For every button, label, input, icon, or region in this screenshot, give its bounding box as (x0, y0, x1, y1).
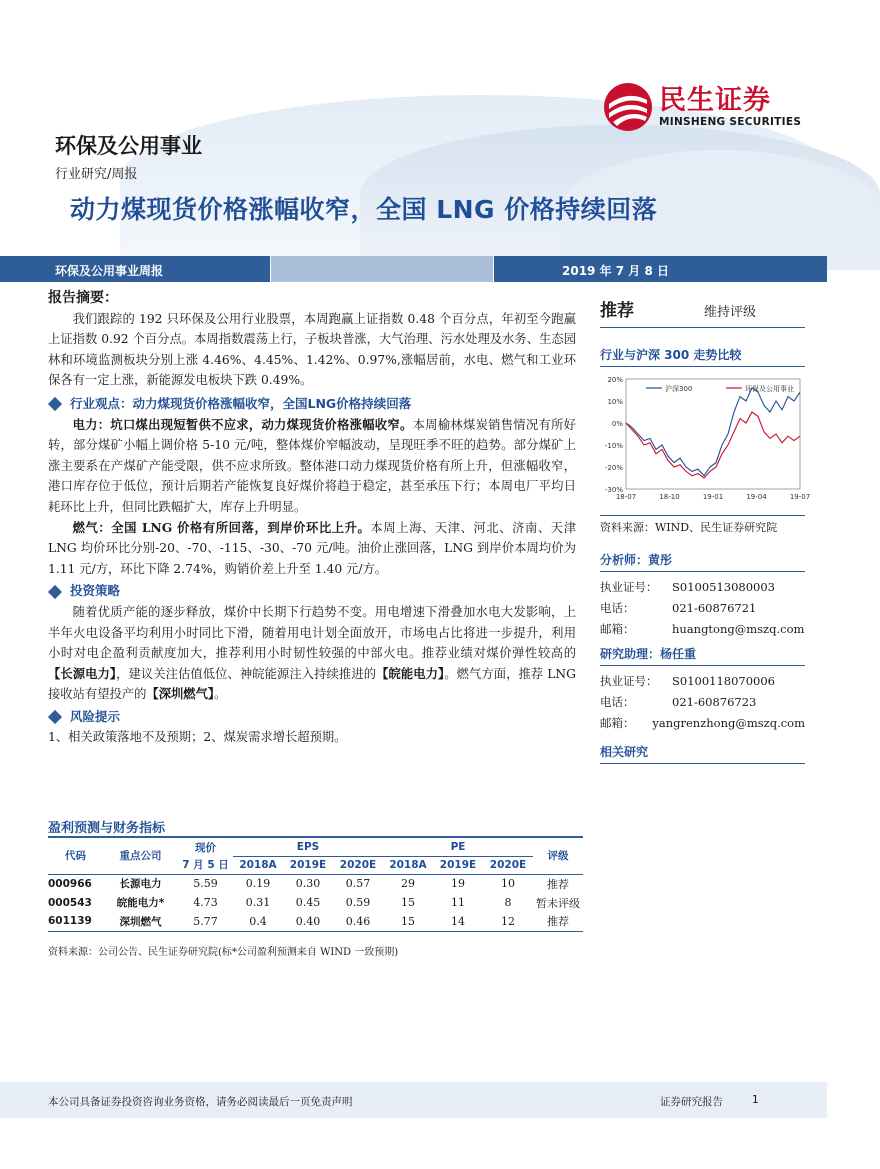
rating-value: 推荐 (600, 301, 634, 321)
diamond-bullet-icon (48, 397, 62, 411)
cell-eps: 0.59 (345, 896, 371, 909)
y-tick-label: -10% (604, 442, 623, 450)
contact-label: 邮箱： (600, 621, 635, 636)
contact-value: 021-60876721 (672, 600, 757, 615)
contact-row (600, 576, 805, 597)
series-line-0 (626, 388, 800, 476)
diamond-bullet-icon (48, 710, 62, 724)
section-heading: 行业观点：动力煤现货价格涨幅收窄，全国LNG价格持续回落 (70, 395, 412, 411)
gas-paragraph (48, 518, 576, 580)
contact-label: 执业证号： (600, 673, 658, 688)
cell-pe: 8 (504, 896, 512, 909)
plot-frame (626, 379, 800, 489)
cell-rating: 暂未评级 (536, 896, 580, 910)
cell-pe: 29 (401, 877, 415, 891)
page-number: 1 (752, 1094, 759, 1106)
header-year: 2018A (233, 856, 283, 874)
trend-chart (600, 371, 811, 511)
cell-eps: 0.46 (333, 912, 383, 931)
analyst-contact (600, 576, 805, 639)
header-year: 2020E (483, 856, 533, 874)
cell-pe: 14 (433, 912, 483, 931)
cell-eps: 0.31 (245, 896, 271, 909)
x-tick-label: 18-10 (659, 493, 680, 501)
x-tick-label: 18-07 (615, 493, 637, 501)
y-tick-label: 20% (607, 376, 623, 384)
financial-table (48, 838, 583, 932)
cell-pe: 11 (451, 896, 465, 909)
contact-label: 电话： (600, 694, 635, 709)
report-series: 环保及公用事业周报 (0, 256, 270, 282)
cell-eps: 0.30 (295, 877, 321, 891)
cell-name: 深圳燃气 (103, 912, 178, 931)
y-tick-label: -30% (604, 486, 623, 494)
table-title: 盈利预测与财务指标 (48, 821, 166, 836)
sector-name: 环保及公用事业 (55, 134, 202, 158)
gas-lead: 燃气：全国 LNG 价格有所回落，到岸价环比上升。 (72, 519, 371, 535)
cell-eps: 0.57 (345, 877, 371, 891)
cell-price: 4.73 (193, 896, 218, 909)
strategy-text: 。 (214, 687, 227, 702)
header-pe: PE (383, 838, 533, 856)
section-industry-view (48, 394, 576, 415)
stock-pick: 【深圳燃气】 (146, 686, 215, 702)
x-tick-label: 19-01 (702, 493, 724, 501)
contact-value: S0100513080003 (672, 579, 775, 594)
y-tick-label: 10% (607, 398, 623, 406)
legend-label: 沪深300 (665, 385, 693, 393)
table-row (48, 874, 583, 893)
table-row (48, 912, 583, 931)
cell-rating: 推荐 (547, 877, 569, 891)
stock-pick: 【长源电力】 (48, 665, 117, 681)
footer-doc-type: 证券研究报告 (660, 1096, 723, 1108)
section-strategy (48, 581, 576, 602)
cell-pe: 15 (383, 912, 433, 931)
contact-row (600, 691, 805, 712)
contact-row (600, 712, 805, 733)
assistant-heading: 研究助理：杨任重 (600, 645, 805, 666)
cell-eps: 0.19 (245, 877, 271, 891)
header-eps: EPS (233, 838, 383, 856)
cell-price: 5.77 (178, 912, 233, 931)
sidebar (600, 296, 811, 764)
cell-code: 000543 (48, 896, 92, 909)
risk-text: 1、相关政策落地不及预期；2、煤炭需求增长超预期。 (48, 730, 347, 745)
header-year: 2019E (433, 856, 483, 874)
header-year: 2018A (383, 856, 433, 874)
stock-pick: 【皖能电力】 (376, 665, 445, 681)
cell-pe: 12 (483, 912, 533, 931)
page-footer (0, 1082, 827, 1118)
cell-pe: 19 (451, 877, 465, 891)
section-risk (48, 707, 576, 728)
strategy-paragraph (48, 602, 576, 705)
contact-row (600, 597, 805, 618)
header-year: 2020E (333, 856, 383, 874)
cell-eps: 0.4 (233, 912, 283, 931)
rating-note: 维持评级 (704, 305, 757, 320)
series-line-1 (626, 412, 800, 478)
header-code: 代码 (48, 838, 103, 874)
strategy-text: ，建议关注估值低位、神皖能源注入持续推进的 (116, 666, 377, 681)
legend-label: 环保及公用事业 (745, 385, 794, 393)
table-source: 资料来源：公司公告、民生证券研究院(标*公司盈利预测来自 WIND 一致预期) (48, 947, 399, 958)
cell-name: 长源电力 (119, 878, 162, 891)
y-tick-label: -20% (604, 464, 623, 472)
rating-block (600, 296, 805, 328)
coal-paragraph (48, 415, 576, 518)
contact-row (600, 618, 805, 639)
chart-source: 资料来源：WIND、民生证券研究院 (600, 515, 805, 535)
table-body (48, 874, 583, 931)
coal-body: 本周榆林煤炭销售情况有所好转，部分煤矿小幅上调价格 5-10 元/吨，整体煤价窄幅波动，呈现旺季不旺的趋势。部分煤矿上涨主要系在产煤矿产能受限，供不应求所致。整体港口动力煤现货价格有所上升，但涨幅收窄，港口库存位于低位，预计后期若产能恢复良好煤价将趋于稳定，甚至承压下行；本周电厂平均日耗环比上升，但同比跌幅扩大，库存上升明显。 (48, 417, 576, 514)
contact-value: 021-60876723 (672, 694, 757, 709)
strategy-text: 随着优质产能的逐步释放，煤价中长期下行趋势不变。用电增速下滑叠加水电大发影响，上半年火电设备平均利用小时同比下滑，随着用电计划全面放开，市场电占比将进一步提升，利用小时对电企盈利贡献度加大，推荐利用小时韧性较强的中部火电。推荐业绩对煤价弹性较高的 (48, 604, 576, 661)
contact-label: 邮箱： (600, 715, 635, 730)
cell-name: 皖能电力* (116, 897, 165, 909)
related-research-heading: 相关研究 (600, 743, 805, 764)
contact-row (600, 670, 805, 691)
strategy-text: 。燃气方面，推荐 LNG 接收站有望投产的 (48, 666, 576, 702)
contact-value: S0100118070006 (672, 673, 775, 688)
x-tick-label: 19-04 (746, 493, 767, 501)
diamond-bullet-icon (48, 585, 62, 599)
contact-label: 电话： (600, 600, 635, 615)
report-title: 动力煤现货价格涨幅收窄，全国 LNG 价格持续回落 (70, 195, 658, 224)
report-info-bar (0, 256, 827, 282)
section-heading: 风险提示 (70, 708, 121, 724)
coal-lead: 电力：坑口煤出现短暂供不应求，动力煤现货价格涨幅收窄。 (72, 416, 413, 432)
cell-eps: 0.45 (295, 896, 321, 909)
chart-heading: 行业与沪深 300 走势比较 (600, 346, 805, 367)
x-tick-label: 19-07 (789, 493, 811, 501)
summary-intro: 我们跟踪的 192 只环保及公用行业股票，本周跑赢上证指数 0.48 个百分点，年初至今跑赢上证指数 0.92 个百分点。本周指数震荡上行，子板块普涨，大气治理、污水处理及水务、生态园林和环境监测板块分别上涨 4.46%、4.45%、1.42%、0.97%,涨幅居前，水电、燃气和工业环保各有一定上涨，新能源发电板块下跌 0.49%。 (48, 311, 576, 388)
header-rating: 评级 (533, 838, 583, 874)
cell-price: 5.59 (193, 877, 218, 891)
assistant-contact (600, 670, 805, 733)
report-summary (48, 288, 576, 748)
logo-chinese-name: 民生证券 (659, 85, 771, 116)
cell-code: 601139 (48, 912, 103, 931)
y-tick-label: 0% (611, 420, 623, 428)
report-date: 2019 年 7 月 8 日 (494, 256, 827, 282)
footer-disclaimer: 本公司具备证券投资咨询业务资格，请务必阅读最后一页免责声明 (48, 1096, 353, 1108)
report-type: 行业研究/周报 (55, 167, 138, 182)
cell-rating: 推荐 (533, 912, 583, 931)
header-company: 重点公司 (103, 838, 178, 874)
analyst-heading: 分析师：黄彤 (600, 551, 805, 572)
contact-value: yangrenzhong@mszq.com (652, 715, 805, 730)
gas-body: 本周上海、天津、河北、济南、天津 LNG 均价环比分别-20、-70、-115、-30、-70 元/吨。油价止涨回落，LNG 到岸价本周均价为 1.11 元/方，环比下降 2.74%，购销价差上升至 1.40 元/方。 (48, 520, 576, 576)
cell-code: 000966 (48, 877, 92, 890)
contact-label: 执业证号： (600, 579, 658, 594)
table-row (48, 893, 583, 912)
minsheng-logo-icon (603, 82, 653, 132)
contact-value: huangtong@mszq.com (672, 621, 805, 636)
header-year: 2019E (283, 856, 333, 874)
header-price: 现价 (195, 841, 216, 854)
section-heading: 投资策略 (70, 583, 121, 599)
cell-pe: 10 (501, 877, 515, 891)
bar-divider (271, 256, 493, 282)
cell-eps: 0.40 (283, 912, 333, 931)
summary-heading: 报告摘要： (48, 290, 118, 306)
cell-pe: 15 (401, 896, 415, 909)
company-logo (603, 82, 801, 132)
header-date: 7 月 5 日 (178, 856, 233, 874)
logo-english-name: MINSHENG SECURITIES (659, 116, 802, 128)
